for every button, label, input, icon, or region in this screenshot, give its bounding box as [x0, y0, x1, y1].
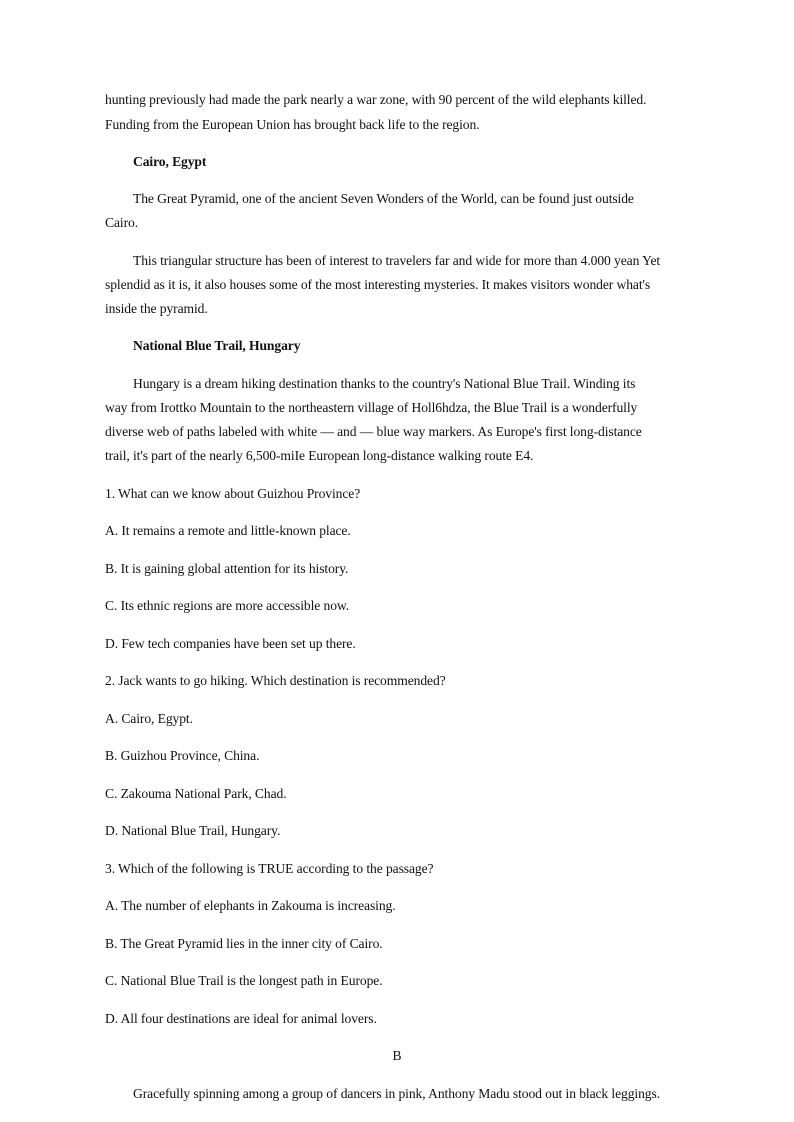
hungary-paragraph-line: trail, it's part of the nearly 6,500-miIe European long-distance walking route E4. [105, 448, 534, 463]
question-stem: 1. What can we know about Guizhou Province? [105, 486, 361, 501]
question-option: A. It remains a remote and little-known place. [105, 523, 351, 538]
cairo-paragraph-line: Cairo. [105, 215, 138, 230]
cairo-paragraph-line: inside the pyramid. [105, 301, 208, 316]
cairo-paragraph-line: splendid as it is, it also houses some of the most interesting mysteries. It makes visitors wonder what's [105, 277, 651, 292]
question-option: C. Zakouma National Park, Chad. [105, 786, 287, 801]
hungary-paragraph-line: Hungary is a dream hiking destination thanks to the country's National Blue Trail. Winding its [133, 376, 636, 391]
question-option: C. Its ethnic regions are more accessible now. [105, 598, 350, 613]
question-option: D. All four destinations are ideal for animal lovers. [105, 1011, 377, 1026]
question-option: D. National Blue Trail, Hungary. [105, 823, 281, 838]
cairo-paragraph-line: This triangular structure has been of interest to travelers far and wide for more than 4.000 yean Yet [133, 253, 661, 268]
section-b-text-line: Gracefully spinning among a group of dancers in pink, Anthony Madu stood out in black leggings. [133, 1086, 660, 1101]
zakouma-text-line: Funding from the European Union has brought back life to the region. [105, 117, 480, 132]
question-option: A. The number of elephants in Zakouma is increasing. [105, 898, 396, 913]
question-option: B. The Great Pyramid lies in the inner city of Cairo. [105, 936, 383, 951]
hungary-paragraph-line: way from Irottko Mountain to the northeastern village of Holl6hdza, the Blue Trail is a wonderfully [105, 400, 638, 415]
question-option: B. Guizhou Province, China. [105, 748, 260, 763]
cairo-heading: Cairo, Egypt [133, 154, 207, 169]
hungary-heading: National Blue Trail, Hungary [133, 338, 301, 353]
cairo-paragraph-line: The Great Pyramid, one of the ancient Seven Wonders of the World, can be found just outside [133, 191, 634, 206]
question-option: B. It is gaining global attention for its history. [105, 561, 349, 576]
question-option: C. National Blue Trail is the longest path in Europe. [105, 973, 383, 988]
question-stem: 3. Which of the following is TRUE according to the passage? [105, 861, 434, 876]
question-option: A. Cairo, Egypt. [105, 711, 193, 726]
zakouma-text-line: hunting previously had made the park nearly a war zone, with 90 percent of the wild elephants killed. [105, 92, 647, 107]
section-label: B [392, 1048, 402, 1063]
question-option: D. Few tech companies have been set up there. [105, 636, 356, 651]
hungary-paragraph-line: diverse web of paths labeled with white — and — blue way markers. As Europe's first long-distance [105, 424, 642, 439]
question-stem: 2. Jack wants to go hiking. Which destination is recommended? [105, 673, 446, 688]
